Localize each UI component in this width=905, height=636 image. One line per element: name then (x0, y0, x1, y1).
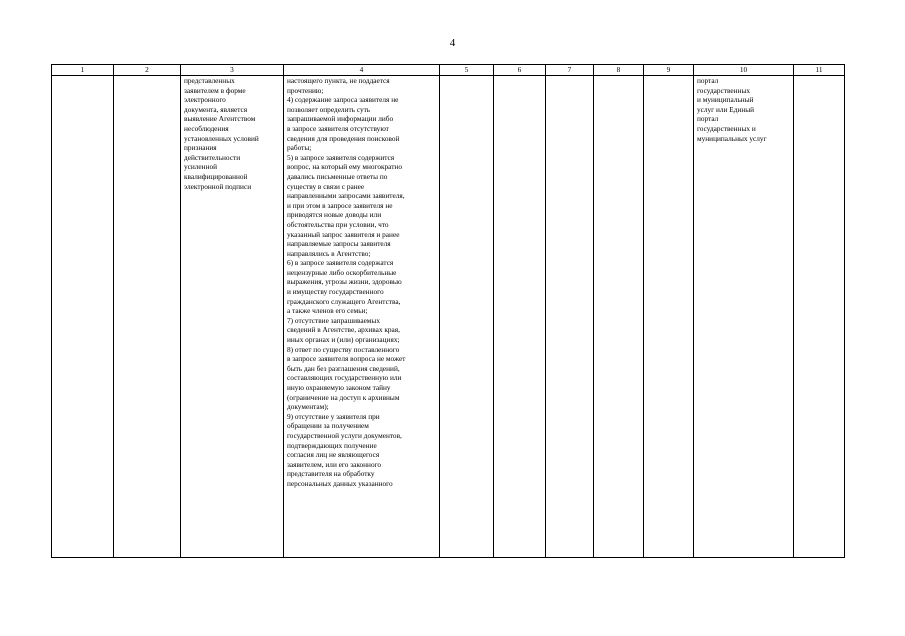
cell-col-5 (440, 76, 494, 558)
cell-text-line: установленных условий (184, 133, 259, 143)
cell-text-line: заявителем, или его законного (287, 459, 382, 469)
cell-text-line: направлялись в Агентство; (287, 248, 371, 258)
cell-col-6 (494, 76, 546, 558)
cell-text-line: запрашиваемой информации либо (287, 114, 394, 124)
cell-text-line: прочтению; (287, 85, 324, 95)
cell-text-line: указанный запрос заявителя и ранее (287, 229, 400, 239)
column-header-11: 11 (794, 65, 845, 76)
cell-text-line: быть дан без разглашения сведений, (287, 363, 400, 373)
cell-text-line: муниципальных услуг (697, 133, 767, 143)
cell-text-line: вопрос, на который ему многократно (287, 162, 402, 172)
column-header-5: 5 (440, 65, 494, 76)
cell-text-line: портал (697, 76, 719, 85)
cell-text-line: нецензурные либо оскорбительные (287, 267, 397, 277)
cell-text-line: электронной подписи (184, 181, 252, 191)
cell-text-line: документам); (287, 402, 329, 412)
cell-text-line: 4) содержание запроса заявителя не (287, 95, 399, 105)
cell-col-9 (644, 76, 694, 558)
cell-text-line: (ограничение на доступ к архивным (287, 392, 400, 402)
column-header-1: 1 (52, 65, 114, 76)
cell-text-line: 9) отсутствие у заявителя при (287, 411, 380, 421)
cell-text-line: квалифицированной (184, 171, 248, 181)
cell-text-line: направленными запросами заявителя, (287, 191, 405, 201)
cell-text-line: представленных (184, 76, 235, 85)
cell-text-line: выявление Агентством (184, 114, 256, 124)
cell-text-line: сведения для проведения поисковой (287, 133, 400, 143)
cell-text-line: и имуществу государственного (287, 287, 384, 297)
cell-text-line: государственной услуги документов, (287, 430, 402, 440)
cell-text-line: подтверждающих получение (287, 440, 377, 450)
cell-text-line: государственных (697, 85, 751, 95)
cell-text-line: работы; (287, 143, 312, 153)
cell-text-line: сведений в Агентстве, архивах края, (287, 325, 400, 335)
table-header-row (52, 65, 845, 76)
cell-col-7 (546, 76, 594, 558)
cell-text-line: заявителем в форме (184, 85, 246, 95)
cell-text-line: составляющих государственную или (287, 373, 402, 383)
cell-text-line: направляемые запросы заявителя (287, 239, 391, 249)
cell-col-11 (794, 76, 845, 558)
column-header-9: 9 (644, 65, 694, 76)
cell-text-line: и муниципальный (697, 95, 754, 105)
cell-text-line: 5) в запросе заявителя содержится (287, 152, 395, 162)
cell-text-line: в запросе заявителя отсутствуют (287, 123, 389, 133)
cell-text-line: персональных данных указанного (287, 478, 393, 488)
cell-text-line: в запросе заявителя вопроса не может (287, 354, 406, 364)
column-header-10: 10 (694, 65, 794, 76)
cell-text-line: документа, является (184, 104, 248, 114)
cell-text-line: действительности (184, 152, 241, 162)
cell-text-line: позволяет определить суть (287, 104, 371, 114)
cell-text-line: настоящего пункта, не поддается (287, 76, 390, 85)
cell-text-line: представителя на обработку (287, 469, 375, 479)
cell-text-line: согласия лиц не являющегося (287, 450, 380, 460)
cell-text-line: признания (184, 143, 217, 153)
cell-text-line: иную охраняемую законом тайну (287, 383, 391, 392)
cell-col-3 (181, 76, 284, 558)
cell-text-line: существу в связи с ранее (287, 181, 365, 191)
document-table (51, 64, 845, 558)
cell-col-4 (284, 76, 440, 558)
cell-text-line: 7) отсутствие запрашиваемых (287, 315, 380, 325)
column-header-4: 4 (284, 65, 440, 76)
cell-text-line: выражения, угрозы жизни, здоровью (287, 277, 402, 287)
cell-text-line: и при этом в запросе заявителя не (287, 200, 393, 210)
cell-text-line: давались письменные ответы по (287, 171, 388, 181)
cell-text-line: усиленной (184, 162, 218, 172)
column-header-2: 2 (114, 65, 181, 76)
column-header-8: 8 (594, 65, 644, 76)
cell-text-line: гражданского служащего Агентства, (287, 296, 401, 306)
cell-text-line: несоблюдения (184, 123, 229, 133)
column-header-3: 3 (181, 65, 284, 76)
cell-text-line: услуг или Единый (697, 104, 755, 114)
cell-text-line: а также членов его семьи; (287, 306, 368, 316)
table-row (52, 76, 845, 558)
page-number: 4 (449, 37, 456, 49)
cell-col-10 (694, 76, 794, 558)
cell-col-8 (594, 76, 644, 558)
cell-text-line: 8) ответ по существу поставленного (287, 344, 400, 354)
cell-text-line: портал (697, 114, 719, 124)
cell-text-line: иных органах и (или) организациях; (287, 335, 400, 345)
cell-text-line: электронного (184, 95, 226, 105)
column-header-7: 7 (546, 65, 594, 76)
cell-text-line: приводятся новые доводы или (287, 210, 382, 220)
cell-text-line: обстоятельства при условии, что (287, 219, 389, 229)
cell-text-line: обращении за получением (287, 421, 369, 431)
cell-text-line: 6) в запросе заявителя содержатся (287, 258, 394, 268)
cell-text-line: государственных и (697, 123, 756, 133)
column-header-6: 6 (494, 65, 546, 76)
cell-col-1 (52, 76, 114, 558)
cell-col-2 (114, 76, 181, 558)
